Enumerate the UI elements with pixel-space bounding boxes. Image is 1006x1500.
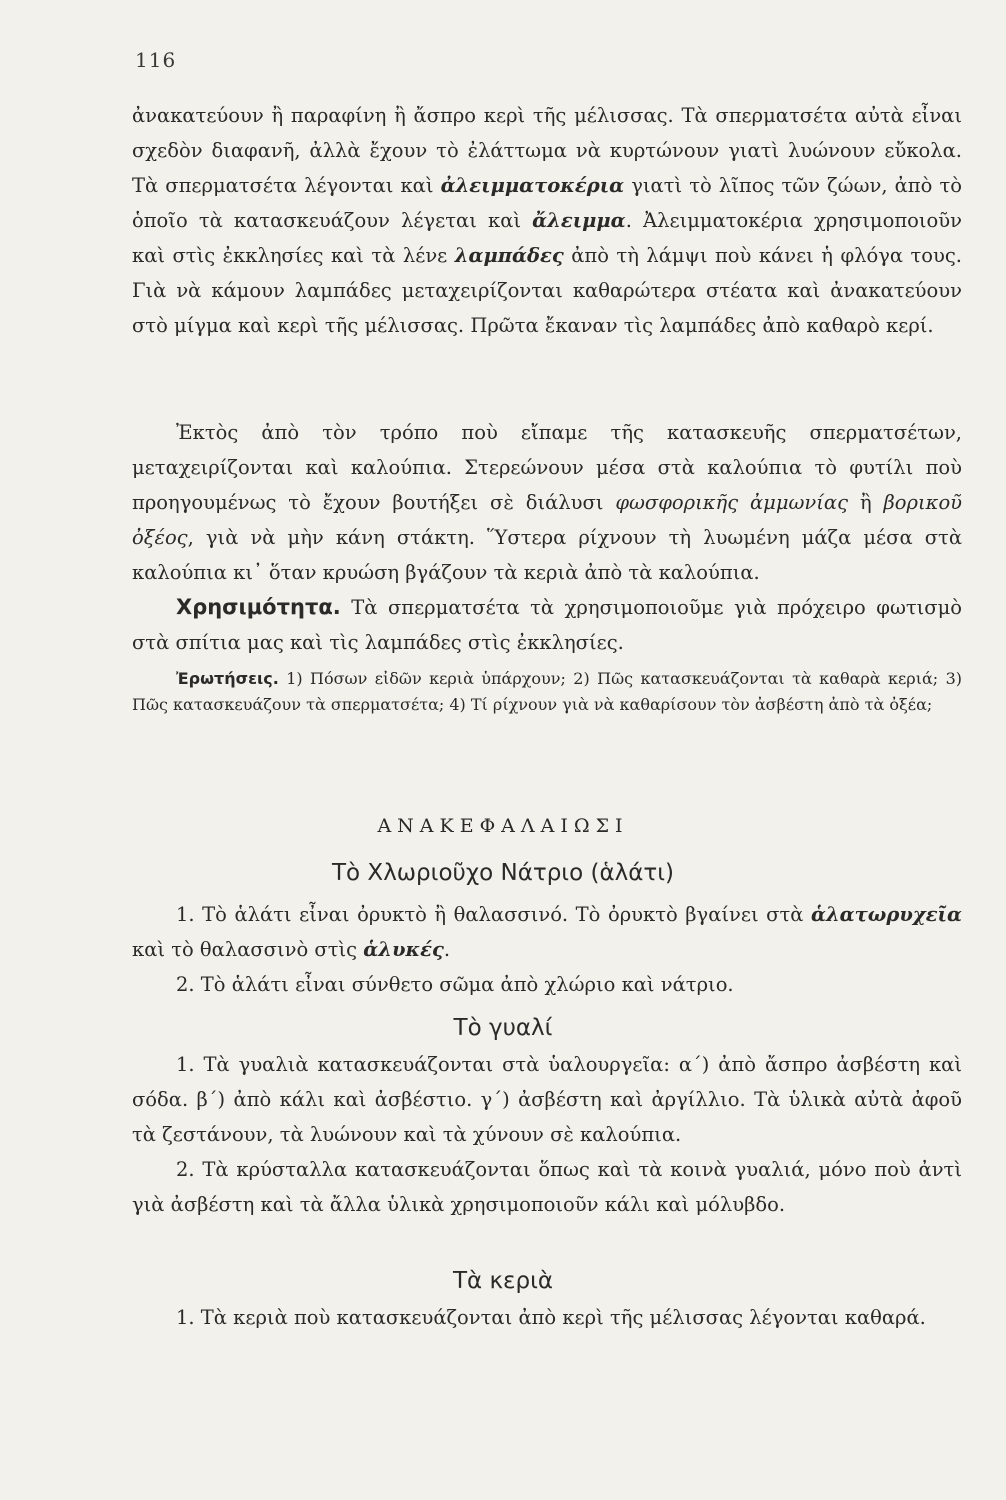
- text-run: γιατὶ τὸ λῖπος τῶν ζώων, ἀπὸ τὸ ὁποῖο τὰ κατασκευάζουν λέγεται καὶ: [132, 174, 962, 232]
- summary-title: ΑΝΑΚΕΦΑΛΑΙΩΣΙ: [377, 815, 629, 837]
- spermaceti-section: [132, 98, 962, 343]
- text-run: ἢ: [859, 491, 872, 514]
- salt-item-2: 2. Τὸ ἁλάτι εἶναι σύνθετο σῶμα ἀπὸ χλώριο καὶ νάτριο.: [176, 973, 734, 996]
- glass-section: [132, 1047, 962, 1222]
- glass-item-2: 2. Τὰ κρύσταλλα κατασκευάζονται ὅπως καὶ τὰ κοινὰ γυαλιά, μόνο ποὺ ἀντὶ γιὰ ἀσβέστη καὶ τὰ ἄλλα ὑλικὰ χρησιμοποιοῦν κάλι καὶ μόλυβδο.: [132, 1158, 962, 1216]
- text-run: . Ἀλειμματοκέρια χρησιμοποιοῦν καὶ στὶς ἐκκλησίες καὶ τὰ λένε: [132, 209, 962, 267]
- page-number: 116: [135, 48, 177, 72]
- questions-label: Ἐρωτήσεις.: [176, 669, 279, 688]
- text-run: Τὰ σπερματσέτα τὰ χρησιμοποιοῦμε γιὰ πρόχειρο φωτισμὸ στὰ σπίτια μας καὶ τὶς λαμπάδες στὶς ἐκκλησίες.: [132, 596, 962, 654]
- questions-text: 1) Πόσων εἰδῶν κεριὰ ὑπάρχουν; 2) Πῶς κατασκευάζονται τὰ καθαρὰ κεριά; 3) Πῶς κατασκευάζουν τὰ σπερματσέτα; 4) Τί ρίχνουν γιὰ νὰ καθαρίσουν τὸν ἀσβέστη ἀπὸ τὰ ὀξέα;: [132, 669, 962, 714]
- salt-section: [132, 897, 962, 1002]
- term-aleimmatokeria: ἀλειμματοκέρια: [440, 174, 625, 197]
- glass-item-1: 1. Τὰ γυαλιὰ κατασκευάζονται στὰ ὑαλουργεῖα: α΄) ἀπὸ ἄσπρο ἀσβέστη καὶ σόδα. β΄) ἀπὸ κάλι καὶ ἀσβέστιο. γ΄) ἀσβέστη καὶ ἀργίλλιο. Τὰ ὑλικὰ αὐτὰ ἀφοῦ τὰ ζεστάνουν, τὰ λυώνουν καὶ τὰ χύνουν σὲ καλούπια.: [132, 1053, 962, 1146]
- heading-salt: Τὸ Χλωριοῦχο Νάτριο (ἁλάτι): [332, 860, 674, 886]
- text-run: Ἐκτὸς ἀπὸ τὸν τρόπο ποὺ εἴπαμε τῆς κατασκευῆς σπερματσέτων, μεταχειρίζονται καὶ καλούπια. Στερεώνουν μέσα στὰ καλούπια τὸ φυτίλι ποὺ προηγουμένως τὸ ἔχουν βουτήξει σὲ διάλυσι: [132, 421, 962, 514]
- term-ammonium-phosphate: φωσφορικῆς ἀμμωνίας: [615, 491, 849, 514]
- paragraph-usefulness: [132, 590, 962, 660]
- questions-block: [132, 666, 962, 718]
- text-run: καὶ τὸ θαλασσινὸ στὶς: [132, 938, 358, 961]
- molds-section: [132, 415, 962, 718]
- paragraph-spermaceti: [132, 98, 962, 343]
- text-run: ἀπὸ τὴ λάμψι ποὺ κάνει ἡ φλόγα τους. Γιὰ νὰ κάμουν λαμπάδες μεταχειρίζονται καθαρώτερα στέατα καὶ ἀνακατεύουν στὸ μίγμα καὶ κερὶ τῆς μέλισσας. Πρῶτα ἔκαναν τὶς λαμπάδες ἀπὸ καθαρὸ κερί.: [132, 244, 962, 337]
- text-run: ἀνακατεύουν ἢ παραφίνη ἢ ἄσπρο κερὶ τῆς μέλισσας. Τὰ σπερματσέτα αὐτὰ εἶναι σχεδὸν διαφανῆ, ἀλλὰ ἔχουν τὸ ἐλάττωμα νὰ κυρτώνουν γιατὶ λυώνουν εὔκολα. Τὰ σπερματσέτα λέγονται καὶ: [132, 104, 962, 197]
- candles-item-1: 1. Τὰ κεριὰ ποὺ κατασκευάζονται ἀπὸ κερὶ τῆς μέλισσας λέγονται καθαρά.: [176, 1306, 926, 1329]
- heading-candles: Τὰ κεριὰ: [452, 1268, 554, 1294]
- term-aleimma: ἄλειμμα: [532, 209, 626, 232]
- term-boric-acid: βορικοῦ ὀξέος: [132, 491, 963, 549]
- text-run: , γιὰ νὰ μὴν κάνη στάκτη. Ὕστερα ρίχνουν τὴ λυωμένη μάζα μέσα στὰ καλούπια κι᾿ ὅταν κρυώση βγάζουν τὰ κεριὰ ἀπὸ τὰ καλούπια.: [132, 526, 962, 584]
- heading-glass: Τὸ γυαλί: [453, 1015, 553, 1041]
- term-salt-mines: ἁλατωρυχεῖα: [811, 903, 962, 926]
- candles-section: [132, 1300, 962, 1335]
- term-salt-pans: ἁλυκές: [363, 938, 444, 961]
- salt-item-1: 1. Τὸ ἁλάτι εἶναι ὀρυκτὸ ἢ θαλασσινό. Τὸ ὀρυκτὸ βγαίνει στὰ ἁλατωρυχεῖα καὶ τὸ θαλασσινὸ στὶς ἁλυκές.: [132, 903, 962, 961]
- paragraph-molds: [132, 415, 962, 590]
- term-lampades: λαμπάδες: [454, 244, 564, 267]
- text-run: 1. Τὸ ἁλάτι εἶναι ὀρυκτὸ ἢ θαλασσινό. Τὸ ὀρυκτὸ βγαίνει στὰ: [176, 903, 804, 926]
- usefulness-label: Χρησιμότητα.: [176, 595, 341, 619]
